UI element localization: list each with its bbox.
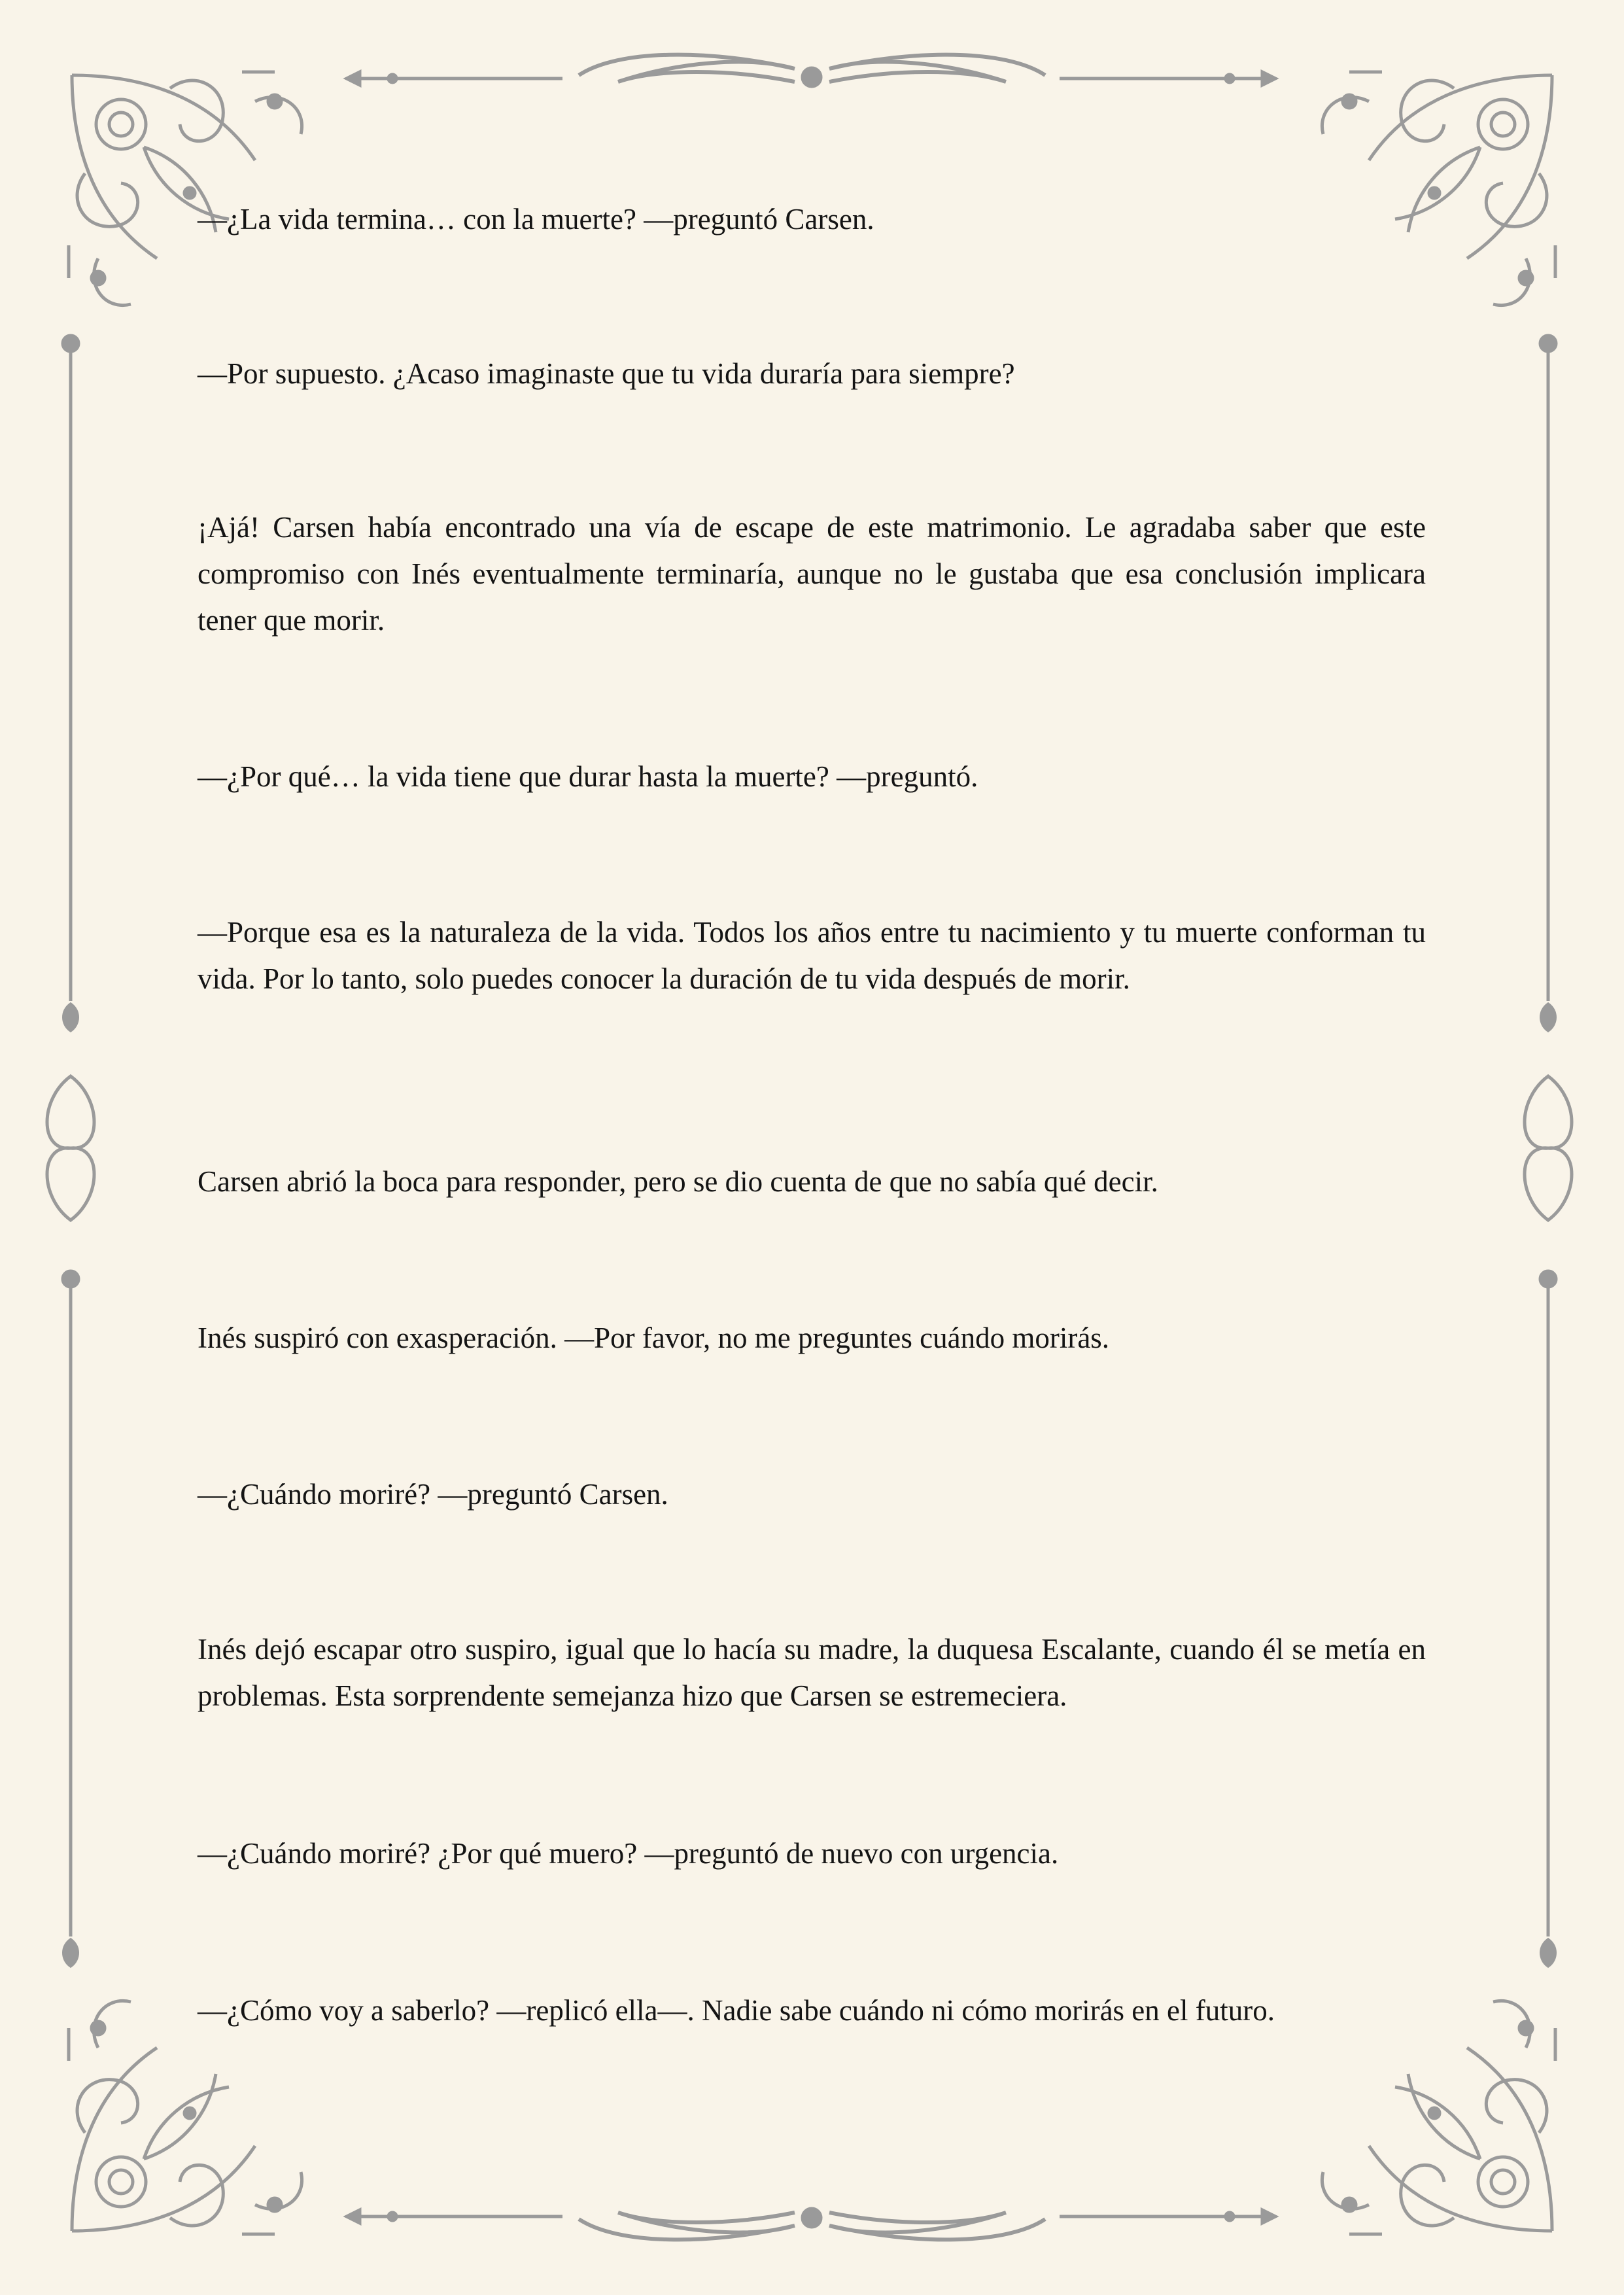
paragraph: ¡Ajá! Carsen había encontrado una vía de escape de este matrimonio. Le agradaba saber que este compromiso con Inés eventualmente terminaría, aunque no le gustaba que esa conclusión implicara tener que morir.	[198, 511, 1426, 637]
paragraph: —¿Cuándo moriré? —preguntó Carsen.	[198, 1478, 668, 1511]
paragraph: Inés suspiró con exasperación. —Por favor, no me preguntes cuándo morirás.	[198, 1322, 1110, 1354]
paragraph: —Porque esa es la naturaleza de la vida. Todos los años entre tu nacimiento y tu muerte conforman tu vida. Por lo tanto, solo puedes conocer la duración de tu vida después de morir.	[198, 916, 1426, 995]
paragraph: —Por supuesto. ¿Acaso imaginaste que tu vida duraría para siempre?	[198, 357, 1015, 390]
paragraph: —¿Cómo voy a saberlo? —replicó ella—. Nadie sabe cuándo ni cómo morirás en el futuro.	[198, 1994, 1275, 2027]
paragraph: —¿La vida termina… con la muerte? —preguntó Carsen.	[198, 203, 874, 236]
paragraph: Inés dejó escapar otro suspiro, igual que lo hacía su madre, la duquesa Escalante, cuando él se metía en problemas. Esta sorprendente semejanza hizo que Carsen se estremeciera.	[198, 1633, 1426, 1712]
paragraph: —¿Cuándo moriré? ¿Por qué muero? —preguntó de nuevo con urgencia.	[198, 1837, 1059, 1870]
paragraph: Carsen abrió la boca para responder, pero se dio cuenta de que no sabía qué decir.	[198, 1165, 1158, 1198]
paragraph: —¿Por qué… la vida tiene que durar hasta la muerte? —preguntó.	[198, 760, 978, 793]
